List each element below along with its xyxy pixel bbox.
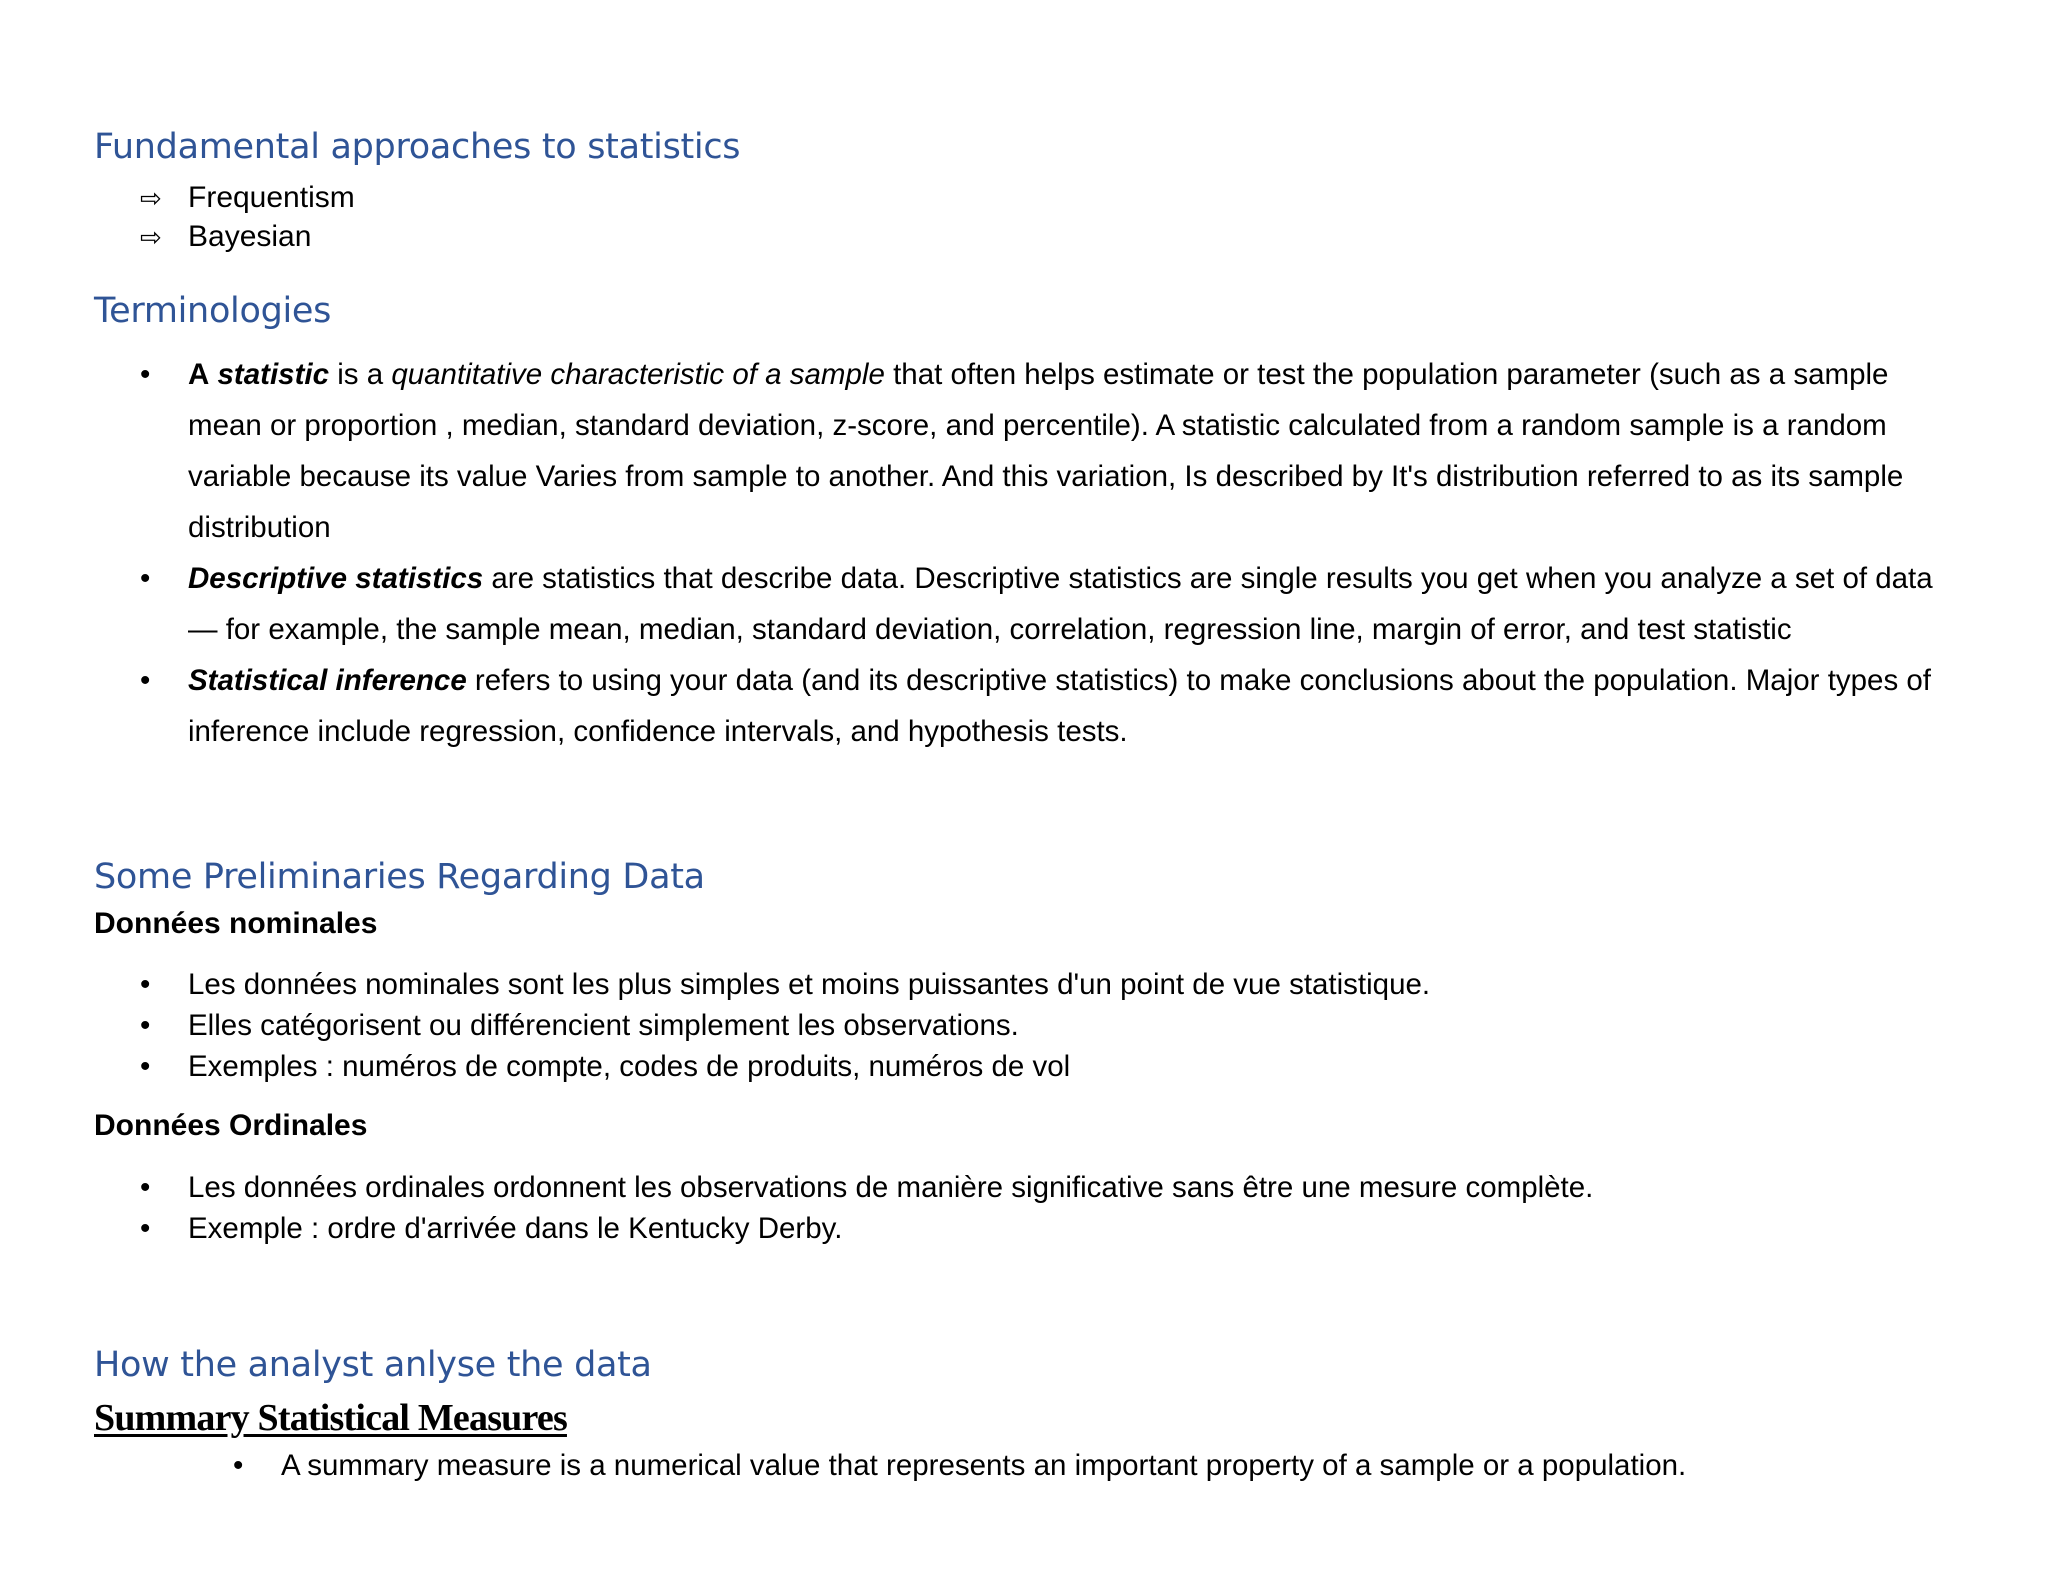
subheading-summary-measures: Summary Statistical Measures xyxy=(94,1397,567,1439)
arrow-right-icon: ⇨ xyxy=(140,222,162,252)
approach-item xyxy=(140,181,355,215)
heading-analysis: How the analyst anlyse the data xyxy=(94,1345,652,1385)
list-item xyxy=(140,349,1970,553)
term-name: Statistical inference xyxy=(188,664,467,697)
bullet-icon: • xyxy=(140,358,151,391)
list-item-text: Exemple : ordre d'arrivée dans le Kentucky Derby. xyxy=(188,1212,843,1245)
terminologies-list xyxy=(140,349,1970,757)
list-item-text: Les données ordinales ordonnent les observations de manière significative sans être une mesure complète. xyxy=(188,1171,1594,1204)
term-italic: quantitative characteristic of a sample xyxy=(391,358,885,391)
nominal-list xyxy=(140,964,1970,1087)
term-mid: is a xyxy=(329,358,392,391)
list-item-text: Les données nominales sont les plus simples et moins puissantes d'un point de vue statistique. xyxy=(188,968,1431,1001)
heading-fundamental-approaches: Fundamental approaches to statistics xyxy=(94,127,741,167)
heading-preliminaries: Some Preliminaries Regarding Data xyxy=(94,857,705,897)
term-definition: refers to using your data (and its descriptive statistics) to make conclusions about the population. Major types of inference include regression, confidence intervals, and hypothesis tests. xyxy=(188,664,1932,748)
bullet-icon: • xyxy=(140,562,151,595)
bullet-icon: • xyxy=(140,1171,151,1204)
bullet-icon: • xyxy=(140,664,151,697)
bullet-icon: • xyxy=(140,968,151,1001)
bullet-icon: • xyxy=(140,1009,151,1042)
list-item xyxy=(233,1445,1933,1486)
bullet-icon: • xyxy=(140,1212,151,1245)
approach-label: Bayesian xyxy=(188,220,312,253)
term-lead: A xyxy=(188,358,210,391)
summary-list xyxy=(233,1445,1933,1486)
list-item xyxy=(140,1167,1970,1208)
list-item-text: A summary measure is a numerical value that represents an important property of a sample or a population. xyxy=(281,1449,1687,1482)
heading-terminologies: Terminologies xyxy=(94,291,332,331)
list-item xyxy=(140,553,1970,655)
list-item-text: Elles catégorisent ou différencient simplement les observations. xyxy=(188,1009,1019,1042)
subheading-ordinal: Données Ordinales xyxy=(94,1109,368,1142)
list-item xyxy=(140,1005,1970,1046)
list-item xyxy=(140,964,1970,1005)
ordinal-list xyxy=(140,1167,1970,1249)
term-definition: are statistics that describe data. Descriptive statistics are single results you get when you analyze a set of data — for example, the sample mean, median, standard deviation, correlation, regression line, margin of error, and test statistic xyxy=(188,562,1933,646)
term-name: Descriptive statistics xyxy=(188,562,484,595)
list-item xyxy=(140,1046,1970,1087)
term-name: statistic xyxy=(217,358,330,391)
list-item-text: Exemples : numéros de compte, codes de produits, numéros de vol xyxy=(188,1050,1071,1083)
approach-item xyxy=(140,220,311,254)
list-item xyxy=(140,655,1970,757)
bullet-icon: • xyxy=(140,1050,151,1083)
subheading-nominal: Données nominales xyxy=(94,907,378,940)
bullet-icon: • xyxy=(233,1449,244,1482)
term-definition: that often helps estimate or test the population parameter (such as a sample mean or proportion , median, standard deviation, z-score, and percentile). A statistic calculated from a random sample is a random variable because its value Varies from sample to another. And this variation, Is described by It's distribution referred to as its sample distribution xyxy=(188,358,1904,544)
list-item xyxy=(140,1208,1970,1249)
arrow-right-icon: ⇨ xyxy=(140,183,162,213)
approach-label: Frequentism xyxy=(188,181,355,214)
